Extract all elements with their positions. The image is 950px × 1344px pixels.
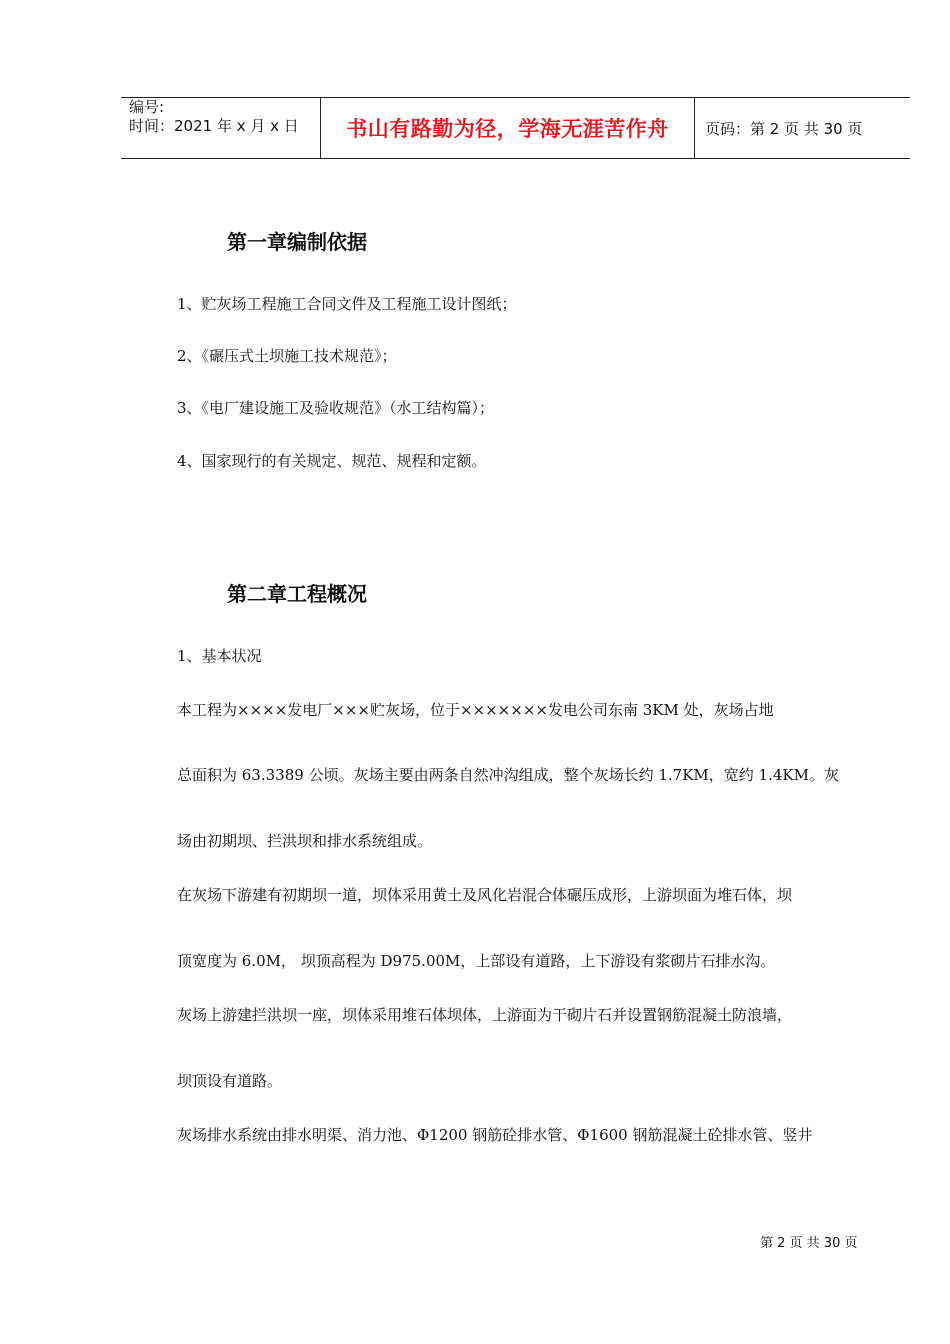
header-page-cell	[695, 98, 910, 158]
chapter-2-line-6: 灰场上游建拦洪坝一座，坝体采用堆石体坝体，上游面为干砌片石并设置钢筋混凝土防浪墙，	[177, 1006, 793, 1024]
chapter-2-line-2: 总面积为 63.3389 公顷。灰场主要由两条自然冲沟组成，整个灰场长约 1.7KM，宽约 1.4KM。灰	[177, 766, 839, 784]
chapter-2-line-3: 场由初期坝、拦洪坝和排水系统组成。	[177, 832, 433, 850]
chapter-1-title: 第一章编制依据	[227, 230, 367, 254]
chapter-1-item-4: 4、国家现行的有关规定、规范、规程和定额。	[177, 452, 487, 470]
chapter-2-line-4: 在灰场下游建有初期坝一道，坝体采用黄土及风化岩混合体碾压成形，上游坝面为堆石体，坝	[177, 886, 793, 904]
page-footer-number: 第 2 页 共 30 页	[760, 1236, 858, 1251]
page-header-table	[121, 97, 910, 159]
header-page-number: 页码：第 2 页 共 30 页	[705, 119, 863, 138]
header-motto: 书山有路勤为径，学海无涯苦作舟	[346, 117, 669, 141]
header-motto-cell	[321, 98, 695, 158]
chapter-2-subtitle: 1、基本状况	[177, 647, 262, 665]
chapter-1-item-3: 3、《电厂建设施工及验收规范》（水工结构篇）；	[177, 399, 495, 417]
chapter-1-item-2: 2、《碾压式土坝施工技术规范》；	[177, 347, 397, 365]
chapter-2-line-5: 顶宽度为 6.0M， 坝顶高程为 D975.00M，上部设有道路，上下游设有浆砌片石排水沟。	[177, 952, 776, 970]
chapter-2-line-8: 灰场排水系统由排水明渠、消力池、Φ1200 钢筋砼排水管、Φ1600 钢筋混凝土砼排水管、竖井	[177, 1126, 813, 1144]
chapter-2-line-7: 坝顶设有道路。	[177, 1072, 283, 1090]
document-code-label: 编号:	[129, 98, 165, 116]
document-time-label: 时间：2021 年 x 月 x 日	[129, 117, 299, 135]
chapter-1-item-1: 1、贮灰场工程施工合同文件及工程施工设计图纸；	[177, 295, 517, 313]
chapter-2-line-1: 本工程为××××发电厂×××贮灰场，位于×××××××发电公司东南 3KM 处，灰场占地	[177, 701, 774, 719]
header-left-cell	[121, 98, 321, 158]
chapter-2-title: 第二章工程概况	[227, 582, 367, 606]
